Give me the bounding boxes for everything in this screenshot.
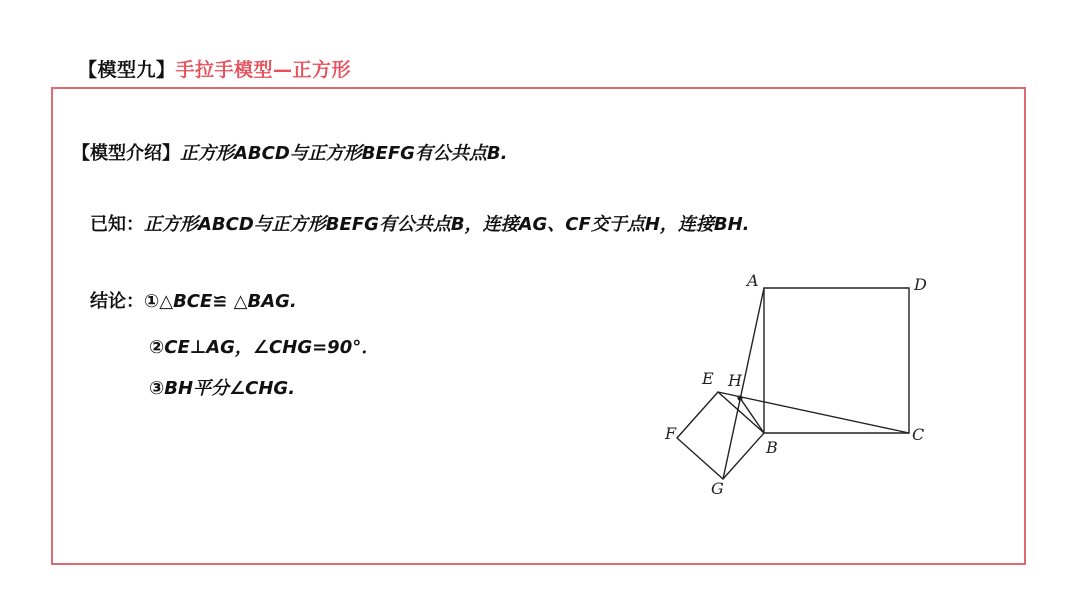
given-text: 正方形ABCD与正方形BEFG有公共点B，连接AG、CF交于点H，连接BH.: [144, 214, 750, 235]
label-e: E: [702, 369, 714, 388]
label-g: G: [711, 479, 724, 498]
segment-ce: [718, 392, 909, 433]
model-title: 手拉手模型—正方形: [175, 59, 352, 81]
label-h: H: [728, 371, 742, 390]
point-h-dot: [737, 395, 742, 400]
label-b: B: [766, 438, 778, 457]
intro-text: 正方形ABCD与正方形BEFG有公共点B.: [180, 143, 508, 164]
intro-label: 【模型介绍】: [72, 143, 180, 164]
label-d: D: [914, 275, 927, 294]
label-c: C: [912, 425, 925, 444]
geometry-svg: [650, 266, 940, 498]
square-abcd: [764, 288, 909, 433]
conclusion-2: [149, 333, 379, 359]
model-number-tag: 【模型九】: [78, 59, 176, 81]
model-intro: [72, 139, 507, 165]
given-label: 已知：: [90, 214, 144, 235]
given-statement: [90, 210, 750, 236]
label-f: F: [665, 424, 677, 443]
conclusion-item: ②CE⊥AG，∠CHG=90°．: [149, 337, 380, 358]
conclusion-item: ①△BCE≌ △BAG.: [144, 291, 297, 312]
square-befg: [677, 392, 764, 479]
geometry-figure: [650, 266, 940, 498]
conclusion-label: 结论：: [90, 291, 144, 312]
conclusion-3: [149, 374, 295, 400]
conclusion-1: [90, 287, 297, 313]
conclusion-item: ③BH平分∠CHG.: [149, 378, 296, 399]
label-a: A: [747, 271, 759, 290]
page-heading: [78, 55, 351, 82]
